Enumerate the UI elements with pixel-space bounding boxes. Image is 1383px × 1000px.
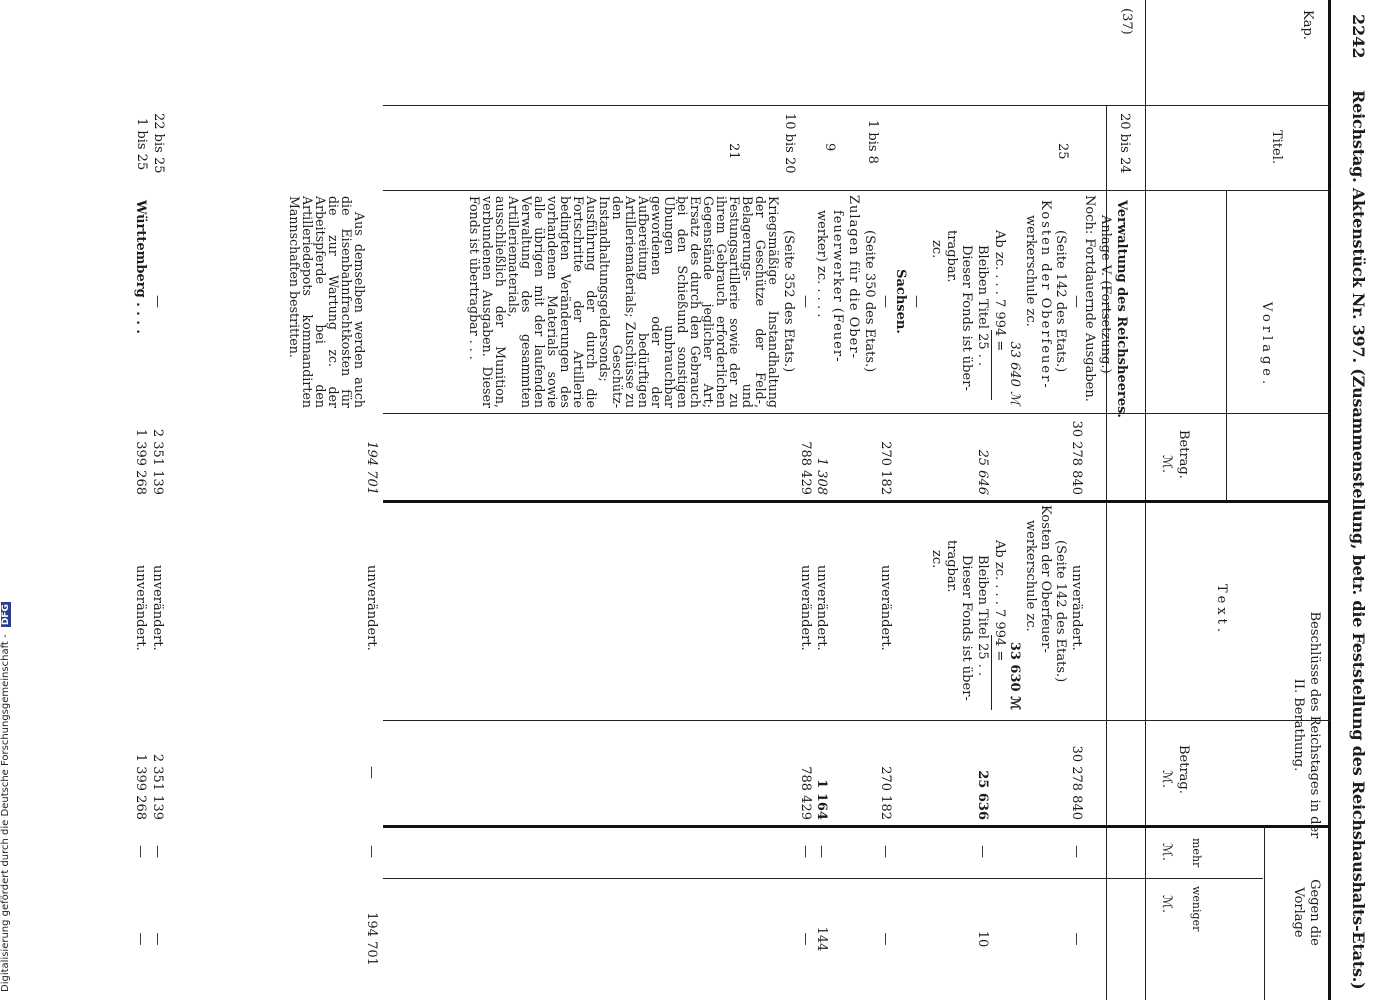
- beschluss-betrag-2351139: 2 351 139: [150, 753, 165, 820]
- beschluss-seite142: (Seite 142 des Etats.): [1053, 540, 1068, 683]
- zulagen-2: feuerwerker (Feuer-: [830, 210, 845, 363]
- vorlage-bleiben: Bleiben Titel 25 . .: [975, 245, 990, 367]
- beschluss-betrag-1399268: 1 399 268: [133, 753, 148, 820]
- mehr-dash-6: —: [364, 845, 379, 858]
- vorlage-fonds-1: Dieser Fonds ist über-: [959, 245, 974, 391]
- vorlage-seite142: (Seite 142 des Etats.): [1053, 230, 1068, 373]
- header-gegen-line2: Vorlage: [1291, 887, 1306, 938]
- beschluss-unv-6: unverändert.: [150, 565, 165, 651]
- col-div-vorlage-betrag: [383, 500, 1331, 503]
- vorlage-betrag-25646: 25 646: [975, 449, 990, 495]
- header-vorlage-mark: ℳ.: [1159, 455, 1174, 474]
- header-text-divider: [1226, 190, 1227, 500]
- beschluss-fonds-1: Dieser Fonds ist über-: [959, 555, 974, 701]
- mehr-dash-4: —: [814, 845, 829, 858]
- beschluss-bleiben: Bleiben Titel 25 . .: [975, 555, 990, 677]
- gegen-sub-rule: [1264, 825, 1265, 1000]
- titel-20-24: 20 bis 24: [1117, 113, 1132, 174]
- header-weniger: weniger: [1190, 886, 1203, 932]
- heer-heading: Verwaltung des Reichsheeres.: [1114, 200, 1129, 418]
- zulagen-3: werker) zc. . . . .: [814, 210, 829, 318]
- vorlage-kosten-2: werkerschule zc.: [1023, 215, 1038, 327]
- beschluss-unv-7: unverändert.: [133, 565, 148, 651]
- weniger-194701: 194 701: [364, 912, 379, 966]
- header-beschluss-betrag: Betrag.: [1176, 745, 1191, 794]
- beschluss-unv-4: unverändert.: [798, 565, 813, 651]
- header-text: Text.: [1214, 583, 1229, 637]
- titel-1-8: 1 bis 8: [865, 120, 880, 164]
- vorlage-dash-2: —: [909, 295, 924, 308]
- beschluss-betrag-788429: 788 429: [798, 766, 813, 820]
- vorlage-betrag-194701: 194 701: [364, 441, 379, 495]
- vorlage-dash-3: —: [878, 295, 893, 308]
- beschluss-betrag-30278840: 30 278 840: [1069, 745, 1084, 820]
- mehr-dash-2: —: [975, 845, 990, 858]
- vorlage-betrag-1399268: 1 399 268: [133, 428, 148, 495]
- beschluss-kosten-1: Kosten der Oberfeuer-: [1038, 505, 1053, 653]
- digitization-footer: [0, 0, 14, 1000]
- vorlage-betrag-788429: 788 429: [798, 441, 813, 495]
- anlage-line: Anlage V. (Fortsetzung.): [1098, 215, 1113, 374]
- header-mehr: mehr: [1190, 838, 1203, 868]
- vorlage-dash-5: —: [150, 295, 165, 308]
- weniger-dash-5: —: [133, 932, 148, 946]
- beschluss-unv-5: unverändert.: [364, 565, 379, 651]
- beschluss-kosten-2: werkerschule zc.: [1023, 520, 1038, 632]
- weniger-dash-3: —: [798, 932, 813, 946]
- vorlage-betrag-1308: 1 308: [814, 457, 829, 495]
- header-beschluss-mark: ℳ.: [1159, 770, 1174, 789]
- page-number: 2242: [1349, 14, 1368, 59]
- vorlage-seite352: (Seite 352 des Etats.): [781, 230, 796, 373]
- titel-25: 25: [1055, 143, 1070, 160]
- vorlage-33640: 33 640 ℳ: [1007, 341, 1022, 405]
- col-div-beschluss-text: [383, 720, 1331, 721]
- header-vorlage: Vorlage.: [1259, 301, 1274, 389]
- kap-37: (37): [1119, 8, 1134, 35]
- titel-22-25: 22 bis 25: [151, 113, 166, 174]
- mehr-dash-5: —: [798, 845, 813, 858]
- vorlage-dash-1: —: [1069, 295, 1084, 308]
- vorlage-sum-rule: [991, 330, 992, 400]
- weniger-dash-4: —: [150, 932, 165, 946]
- wuerttemberg-heading: Württemberg . . . .: [133, 200, 148, 334]
- beschluss-sum-rule: [991, 635, 992, 710]
- titel-9: 9: [822, 143, 837, 152]
- beschluss-betrag-25636: 25 636: [975, 770, 990, 820]
- kriegsmaessige-paragraph: Kriegsmäßige Instandhaltung der Geschütze der Feld-, Belagerungs- und Festungsartillerie sowie der zu ihrem Gebrauch erforderlichen Gegenstände jeglicher Art; Ersatz des durch den Gebrauch bei den Schießund sonstigen Übungen unbrauchbar gewordenen oder der Aufbereitung bedürftigen Artilleriematerials; Zuschüsse zu den Geschütz-Instandhaltungsgeldersonds; Ausführung der durch die Fortschritte der Artillerie bedingten Veränderungen des vorhandenen Materials sowie alle übrigen mit der laufenden Verwaltung des gesammten Artilleriematerials, ausschließlich der Munition, verbundenen Ausgaben. Dieser Fonds ist übertragbar . . .: [467, 196, 781, 408]
- header-kap: Kap.: [1300, 10, 1315, 40]
- col-div-beschluss-betrag: [383, 825, 1331, 828]
- titel-10-20: 10 bis 20: [782, 113, 797, 174]
- header-mehr-mark: ℳ.: [1159, 843, 1174, 862]
- header-vorlage-betrag: Betrag.: [1176, 430, 1191, 479]
- weniger-dash-1: —: [1069, 932, 1084, 946]
- beschluss-ab: Ab zc. . . . 7 994 =: [992, 540, 1007, 662]
- header-titel: Titel.: [1269, 130, 1284, 165]
- beschluss-betrag-270182: 270 182: [878, 766, 893, 820]
- vorlage-fonds-3: zc.: [929, 240, 944, 259]
- header-beschluss-line2: II. Berathung.: [1291, 678, 1306, 772]
- page-title: Reichstag. Aktenstück Nr. 397. (Zusammenstellung, betr. die Feststellung des Reichshaushalts-Etats.): [1349, 90, 1368, 990]
- header-gegen-line1: Gegen die: [1307, 879, 1322, 946]
- zulagen-1: Zulagen für die Ober-: [846, 195, 861, 359]
- fortdauernde-line: Noch: Fortdauernde Ausgaben.: [1082, 195, 1097, 402]
- titel-21: 21: [726, 143, 741, 160]
- col-div-vorlage-text: [383, 413, 1331, 414]
- footer-text: Digitalisierung gefördert durch die Deutsche Forschungsgemeinschaft -: [0, 634, 11, 992]
- eisenbahn-paragraph: Aus demselben werden auch die Eisenbahnfrachtkosten für die zur Wartung zc. der Arbeitspferde bei den Artilleriedepots kommandirten Mannschaften bestritten.: [287, 196, 367, 408]
- mehr-dash-8: —: [133, 845, 148, 858]
- beschluss-fonds-3: zc.: [929, 550, 944, 569]
- weniger-dash-2: —: [878, 932, 893, 946]
- vorlage-ab: Ab zc. . . . 7 994 =: [992, 230, 1007, 352]
- mehr-dash-1: —: [1069, 845, 1084, 858]
- weniger-10: 10: [975, 930, 990, 948]
- beschluss-fonds-2: tragbar.: [944, 540, 959, 593]
- beschluss-betrag-dash: —: [364, 766, 379, 779]
- beschluss-unv-3: unverändert.: [814, 565, 829, 651]
- vorlage-dash-4: —: [798, 295, 813, 308]
- vorlage-betrag-2351139: 2 351 139: [150, 428, 165, 495]
- vorlage-betrag-270182: 270 182: [878, 441, 893, 495]
- weniger-144: 144: [814, 926, 829, 952]
- beschluss-unv-1: unverändert.: [1069, 565, 1084, 651]
- titel-1-25: 1 bis 25: [134, 118, 149, 171]
- vorlage-kosten-1: Kosten der Oberfeuer-: [1038, 200, 1053, 390]
- vorlage-seite350: (Seite 350 des Etats.): [862, 230, 877, 373]
- dfg-logo: DFG: [1, 604, 11, 626]
- mehr-dash-7: —: [150, 845, 165, 858]
- beschluss-33630: 33 630 ℳ: [1007, 641, 1022, 710]
- vorlage-betrag-30278840: 30 278 840: [1069, 420, 1084, 495]
- col-div-titel: [383, 190, 1331, 191]
- beschluss-unv-2: unverändert.: [878, 565, 893, 651]
- col-div-kap: [383, 105, 1331, 106]
- vorlage-fonds-2: tragbar.: [944, 230, 959, 283]
- header-weniger-mark: ℳ.: [1159, 895, 1174, 914]
- sachsen-heading: Sachsen.: [893, 269, 908, 334]
- beschluss-betrag-1164: 1 164: [814, 779, 829, 820]
- mehr-dash-3: —: [878, 845, 893, 858]
- header-beschluss-line1: Beschlüsse des Reichstages in der: [1307, 611, 1322, 839]
